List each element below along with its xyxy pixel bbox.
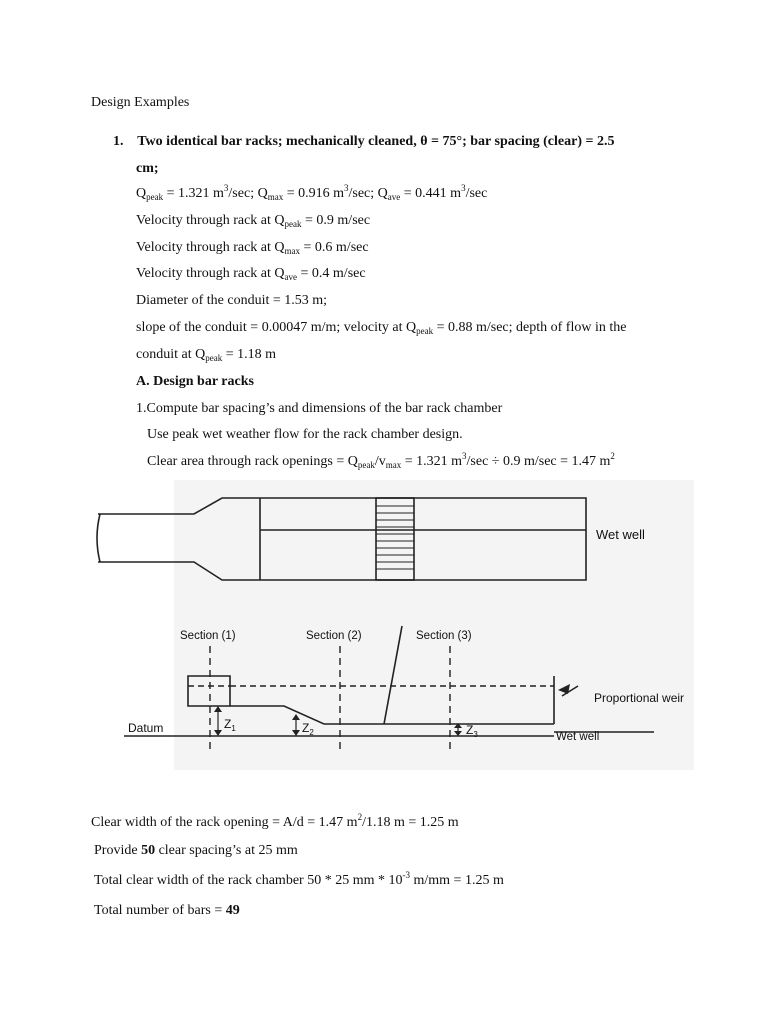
flows-line [136,183,488,202]
velocity-ave-value: = 0.4 m/sec [297,266,366,281]
sup-3: 3 [461,183,466,193]
total-bars-line [94,903,240,919]
conduit-line [136,347,276,363]
sub-ave: ave [284,272,298,282]
velocity-prefix: Velocity through rack at Q [136,213,285,228]
q-ave-value: = 0.441 m [400,186,462,201]
clear-area-text: = 1.321 m [401,454,463,469]
example-number: 1. [113,134,124,149]
clear-area-value: /sec ÷ 0.9 m/sec = 1.47 m [466,454,611,469]
velocity-peak-line [136,213,370,229]
z2-sub: 2 [309,728,314,737]
sub-peak: peak [146,192,164,202]
unit: /sec [465,186,488,201]
sup-3: 3 [462,451,467,461]
z3-sub: 3 [473,730,478,739]
velocity-max-value: = 0.6 m/sec [300,240,369,255]
slope-text: slope of the conduit = 0.00047 m/m; velocity at Q [136,320,417,335]
z3-label: Z [466,723,474,737]
provide-number: 50 [141,843,156,858]
clear-width-value: /1.18 m = 1.25 m [362,815,459,830]
sub-max: max [284,246,301,256]
provide-text: Provide [94,843,142,858]
slope-text: = 0.88 m/sec; depth of flow in the [433,320,627,335]
slope-line [136,320,626,336]
sup-2: 2 [610,451,615,461]
example-title-part: = 75°; bar spacing (clear) = 2.5 [427,134,615,149]
sub-max: max [385,460,402,470]
clear-area-text: /v [374,454,386,469]
example-title-part: Two identical bar racks; mechanically cleaned, [137,134,421,149]
clear-area-text: Clear area through rack openings = Q [147,454,358,469]
conduit-value: = 1.18 m [222,347,277,362]
profile-wet-well-label: Wet well [556,731,600,743]
total-width-line [94,870,504,889]
unit: /sec; [348,186,378,201]
velocity-ave-line [136,266,366,282]
z2-label: Z [302,721,310,735]
clear-width-text: Clear width of the rack opening = A/d = 1.47 m [91,815,358,830]
provide-text: clear spacing’s at 25 mm [155,843,298,858]
sub-peak: peak [205,353,223,363]
example-title [113,134,614,150]
provide-line [94,843,298,859]
section-labels [180,630,472,642]
total-width-text: Total clear width of the rack chamber 50 * 25 mm * 10 [94,873,403,888]
velocity-prefix: Velocity through rack at Q [136,266,285,281]
velocity-max-line [136,240,369,256]
q-peak-value: = 1.321 m [163,186,224,201]
q-symbol: Q [257,186,268,201]
section-heading: A. Design bar racks [136,374,254,389]
bar-rack-figure [94,480,700,770]
datum-label: Datum [128,721,164,735]
z1-sub: 1 [231,724,236,733]
figure-background [174,480,694,770]
sup-neg3: -3 [402,870,410,880]
total-bars-number: 49 [225,903,240,918]
step-1-note: Use peak wet weather flow for the rack chamber design. [147,427,463,442]
sup-3: 3 [223,183,229,193]
total-bars-text: Total number of bars = [94,903,226,918]
sub-peak: peak [284,219,302,229]
section-1-label: Section (1) [180,630,236,642]
q-max-value: = 0.916 m [283,186,344,201]
sub-peak: peak [357,460,375,470]
example-title-cont: cm; [136,161,159,176]
plan-wet-well-label: Wet well [596,527,645,542]
q-symbol: Q [377,186,388,201]
velocity-peak-value: = 0.9 m/sec [301,213,371,228]
sub-peak: peak [416,326,434,336]
z1-label: Z [224,717,232,731]
q-symbol: Q [136,186,147,201]
weir-label: Proportional weir [594,691,685,705]
step-1: 1.Compute bar spacing’s and dimensions of the bar rack chamber [136,401,503,416]
sub-ave: ave [387,192,401,202]
section-3-label: Section (3) [416,630,472,642]
clear-area-line [147,451,615,470]
sup-2: 2 [357,812,363,822]
page-heading: Design Examples [91,95,190,110]
clear-width-line [91,812,459,831]
sub-max: max [267,192,284,202]
sup-3: 3 [344,183,349,193]
conduit-text: conduit at Q [136,347,206,362]
section-2-label: Section (2) [306,630,362,642]
theta-symbol: θ [420,134,428,149]
total-width-value: m/mm = 1.25 m [409,873,504,888]
pipe-break [97,514,100,562]
diameter-line: Diameter of the conduit = 1.53 m; [136,293,328,308]
velocity-prefix: Velocity through rack at Q [136,240,285,255]
unit: /sec; [228,186,258,201]
